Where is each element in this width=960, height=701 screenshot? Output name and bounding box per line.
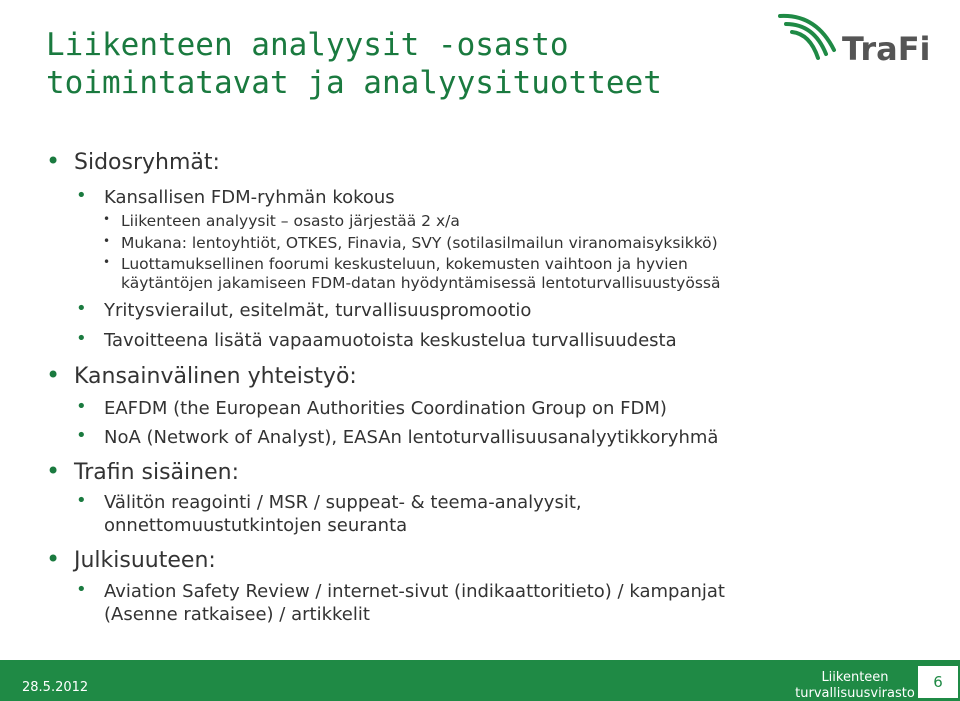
page-number: 6 (918, 666, 958, 698)
title-line-1: Liikenteen analyysit -osasto (46, 27, 569, 63)
footer-organization (790, 670, 920, 701)
title-line-2: toimintatavat ja analyysituotteet (46, 65, 662, 101)
logo-text: TraFi (842, 30, 931, 68)
footer-org-line-2: turvallisuusvirasto (795, 686, 915, 701)
trafi-logo (776, 10, 946, 78)
footer-org-line-1: Liikenteen (821, 670, 889, 685)
footer-date: 28.5.2012 (22, 680, 89, 695)
slide-title (46, 26, 746, 102)
footer-bar (0, 660, 960, 701)
